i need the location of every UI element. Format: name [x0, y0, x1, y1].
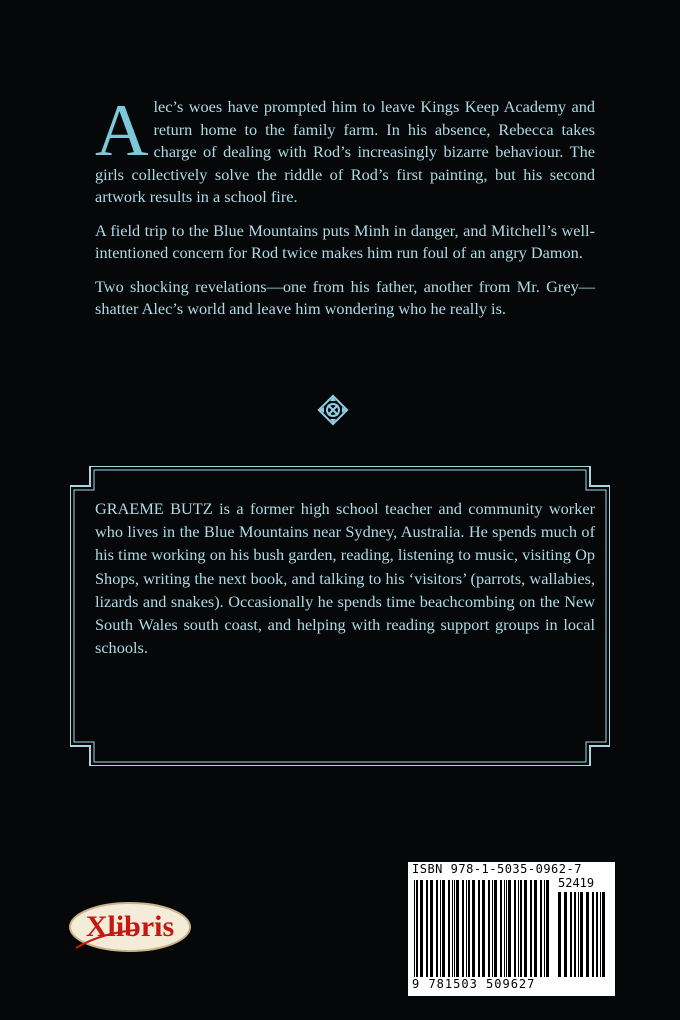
publisher-logo-text: Xlibris	[85, 910, 175, 943]
barcode-bar	[504, 880, 505, 977]
barcode-bar	[578, 892, 579, 977]
barcode-bar	[564, 892, 567, 977]
barcode-bar	[442, 880, 445, 977]
barcode-bar	[586, 892, 589, 977]
price-code: 52419	[558, 876, 595, 890]
barcode-bar	[544, 880, 545, 977]
barcode-bars	[414, 880, 550, 977]
back-cover-blurb	[95, 90, 595, 332]
price-barcode-bars	[558, 892, 606, 977]
barcode-bar	[518, 880, 519, 977]
blurb-paragraph-3: Two shocking revelations—one from his father, another from Mr. Grey—shatter Alec’s world and leave him wondering who he really is.	[95, 276, 595, 318]
barcode-bar	[534, 880, 537, 977]
author-bio: GRAEME BUTZ is a former high school teacher and community worker who lives in the Blue Mountains near Sydney, Australia. He spends much of his time working on his bush garden, reading, listening to music, visiting Op Shops, writing the next book, and talking to his ‘visitors’ (parrots, wallabies, lizards and snakes). Occasionally he spends time beachcombing on the New South Wales south coast, and helping with reading support groups in local schools.	[95, 499, 595, 658]
barcode-bar	[494, 880, 497, 977]
publisher-logo	[66, 896, 194, 958]
barcode-bar	[488, 880, 490, 977]
barcode-bar	[452, 880, 453, 977]
barcode-bar	[414, 880, 415, 977]
barcode-bar	[520, 880, 522, 977]
barcode-bar	[508, 880, 511, 977]
barcode-bar	[466, 880, 467, 977]
barcode-bar	[506, 880, 507, 977]
barcode-bar	[454, 880, 455, 977]
ornament-divider-icon	[316, 393, 350, 427]
barcode-bar	[440, 880, 441, 977]
barcode-bar	[558, 892, 561, 977]
barcode-bar	[492, 880, 493, 977]
isbn-label: ISBN 978-1-5035-0962-7	[412, 862, 582, 876]
barcode-bar	[580, 892, 583, 977]
drop-cap: A	[95, 90, 149, 172]
isbn-digits: 9 781503 509627	[412, 977, 536, 991]
isbn-barcode	[408, 862, 615, 996]
barcode-bar	[600, 892, 601, 977]
barcode-bar	[448, 880, 450, 977]
barcode-bar	[420, 880, 423, 977]
barcode-bar	[514, 880, 516, 977]
barcode-bar	[524, 880, 527, 977]
barcode-bar	[416, 880, 418, 977]
barcode-bar	[430, 880, 433, 977]
barcode-bar	[472, 880, 475, 977]
barcode-bar	[478, 880, 480, 977]
barcode-bar	[540, 880, 542, 977]
barcode-bar	[456, 880, 459, 977]
barcode-bar	[602, 892, 605, 977]
barcode-bar	[436, 880, 438, 977]
barcode-bar	[592, 892, 594, 977]
barcode-bar	[574, 892, 576, 977]
barcode-bar	[570, 892, 572, 977]
barcode-bar	[546, 880, 549, 977]
barcode-bar	[482, 880, 485, 977]
barcode-bar	[426, 880, 428, 977]
blurb-paragraph-1	[95, 90, 595, 209]
barcode-bar	[468, 880, 470, 977]
barcode-bar	[462, 880, 464, 977]
barcode-bar	[500, 880, 502, 977]
barcode-bar	[530, 880, 532, 977]
blurb-paragraph-1-text: lec’s woes have prompted him to leave Kings Keep Academy and return home to the family farm. In his absence, Rebecca takes charge of dealing with Rod’s increasingly bizarre behaviour. The girls collectively solve the riddle of Rod’s first painting, but his second artwork results in a school fire.	[95, 97, 595, 206]
blurb-paragraph-2: A field trip to the Blue Mountains puts Minh in danger, and Mitchell’s well-intentioned concern for Rod twice makes him run foul of an angry Damon.	[95, 220, 595, 262]
barcode-bar	[596, 892, 598, 977]
